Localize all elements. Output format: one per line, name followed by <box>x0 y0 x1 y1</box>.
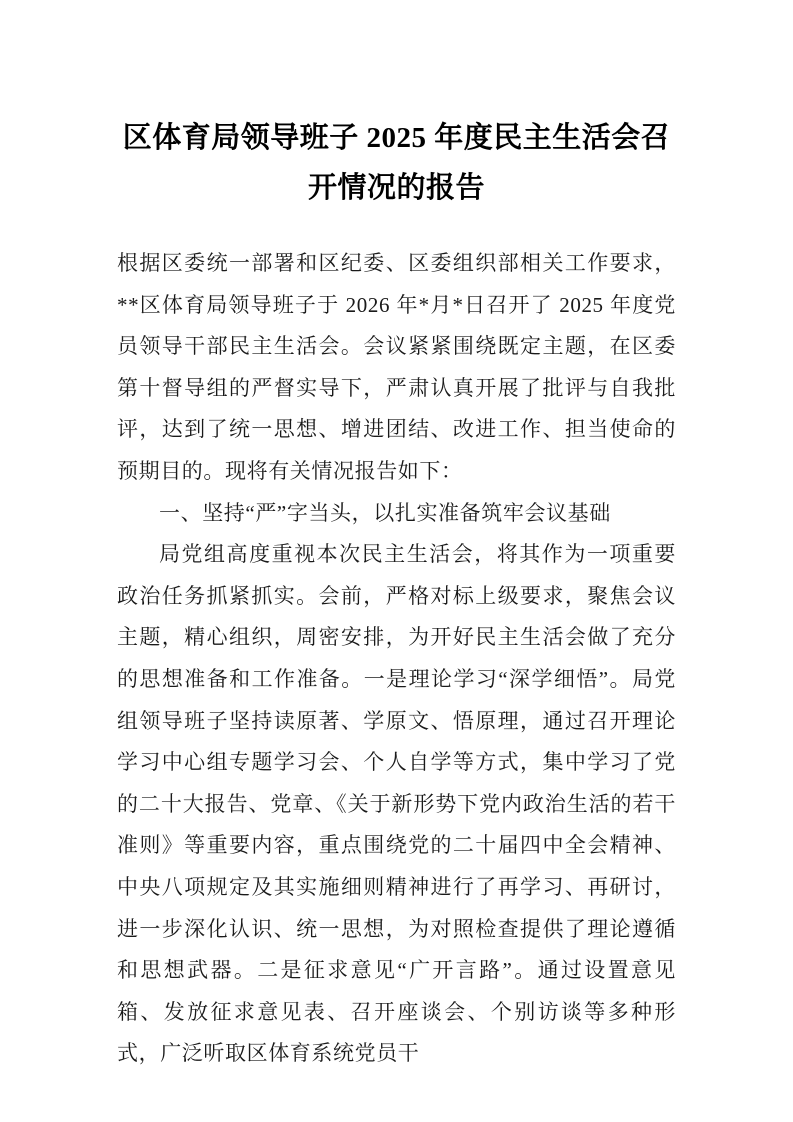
document-body <box>117 243 676 1075</box>
document-title: 区体育局领导班子 2025 年度民主生活会召开情况的报告 <box>122 122 671 204</box>
paragraph-section-1: 局党组高度重视本次民主生活会，将其作为一项重要政治任务抓紧抓实。会前，严格对标上级要求，聚焦会议主题，精心组织，周密安排，为开好民主生活会做了充分的思想准备和工作准备。一是理论学习“深学细悟”。局党组领导班子坚持读原著、学原文、悟原理，通过召开理论学习中心组专题学习会、个人自学等方式，集中学习了党的二十大报告、党章、《关于新形势下党内政治生活的若干准则》等重要内容，重点围绕党的二十届四中全会精神、中央八项规定及其实施细则精神进行了再学习、再研讨，进一步深化认识、统一思想，为对照检查提供了理论遵循和思想武器。二是征求意见“广开言路”。通过设置意见箱、发放征求意见表、召开座谈会、个别访谈等多种形式，广泛听取区体育系统党员干 <box>117 542 676 1066</box>
paragraph-intro: 根据区委统一部署和区纪委、区委组织部相关工作要求，**区体育局领导班子于 2026 年*月*日召开了 2025 年度党员领导干部民主生活会。会议紧紧围绕既定主题，在区委第十督导组的严督实导下，严肃认真开展了批评与自我批评，达到了统一思想、增进团结、改进工作、担当使命的预期目的。现将有关情况报告如下： <box>117 251 676 483</box>
section-heading-1: 一、坚持“严”字当头，以扎实准备筑牢会议基础 <box>159 500 611 525</box>
